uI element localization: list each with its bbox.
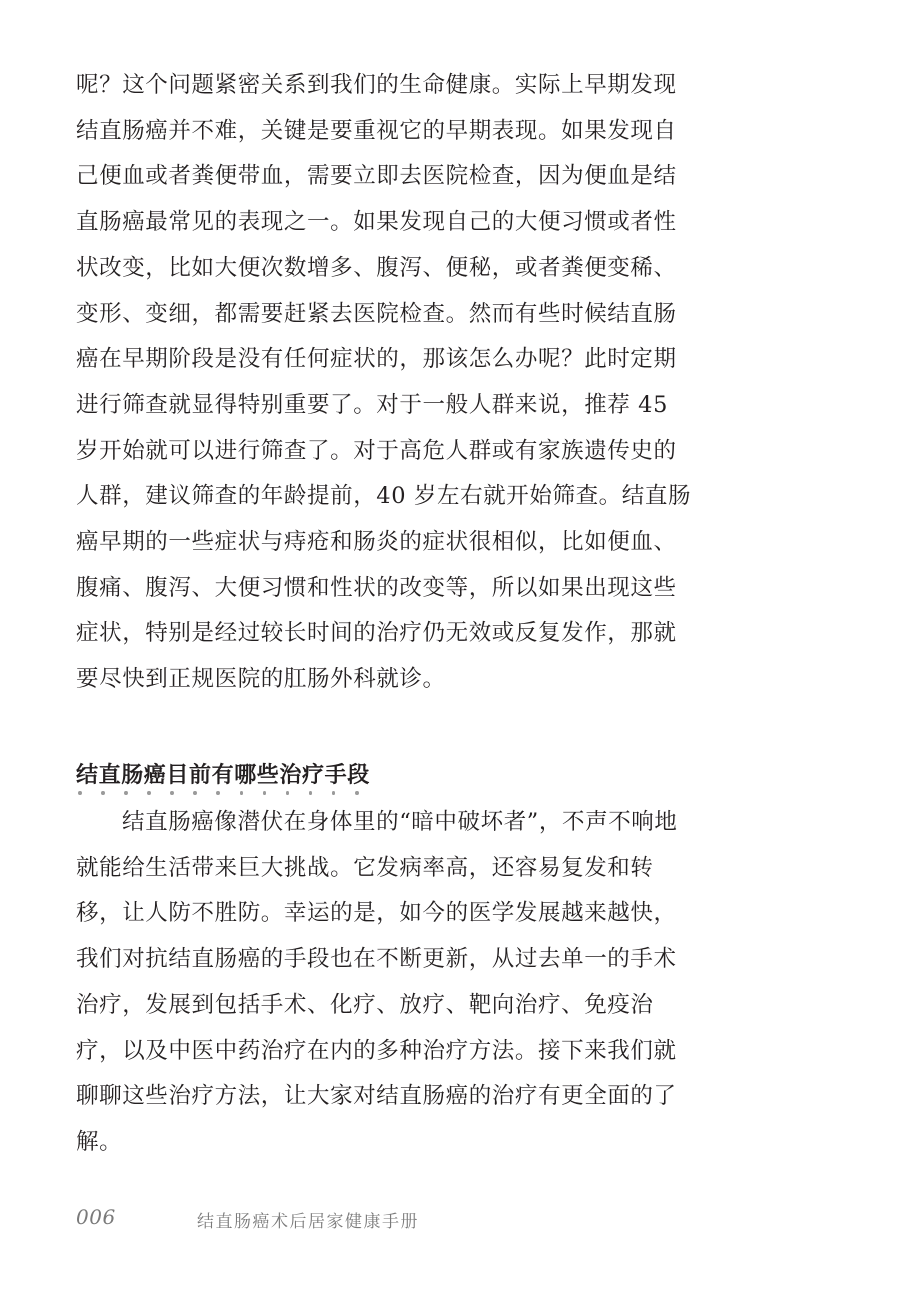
body-paragraph: 结直肠癌像潜伏在身体里的“暗中破坏者”，不声不响地就能给生活带来巨大挑战。它发病率高，还容易复发和转移，让人防不胜防。幸运的是，如今的医学发展越来越快，我们对抗结直肠癌的手段也在不断更新，从过去单一的手术治疗，发展到包括手术、化疗、放疗、靶向治疗、免疫治疗，以及中医中药治疗在内的多种治疗方法。接下来我们就聊聊这些治疗方法，让大家对结直肠癌的治疗有更全面的了解。	[76, 809, 678, 1155]
section-heading: 结直肠癌目前有哪些治疗手段	[76, 763, 370, 788]
body-paragraph: 呢？这个问题紧密关系到我们的生命健康。实际上早期发现结直肠癌并不难，关键是要重视它的早期表现。如果发现自己便血或者粪便带血，需要立即去医院检查，因为便血是结直肠癌最常见的表现之一。如果发现自己的大便习惯或者性状改变，比如大便次数增多、腹泻、便秘，或者粪便变稀、变形、变细，都需要赶紧去医院检查。然而有些时候结直肠癌在早期阶段是没有任何症状的，那该怎么办呢？此时定期进行筛查就显得特别重要了。对于一般人群来说，推荐 45 岁开始就可以进行筛查了。对于高危人群或有家族遗传史的人群，建议筛查的年龄提前，40 岁左右就开始筛查。结直肠癌早期的一些症状与痔疮和肠炎的症状很相似，比如便血、腹痛、腹泻、大便习惯和性状的改变等，所以如果出现这些症状，特别是经过较长时间的治疗仍无效或反复发作，那就要尽快到正规医院的肛肠外科就诊。	[76, 72, 692, 693]
heading-emphasis-dots	[78, 791, 378, 797]
running-footer-title: 结直肠癌术后居家健康手册	[197, 1212, 419, 1232]
page-number: 006	[76, 1205, 116, 1229]
